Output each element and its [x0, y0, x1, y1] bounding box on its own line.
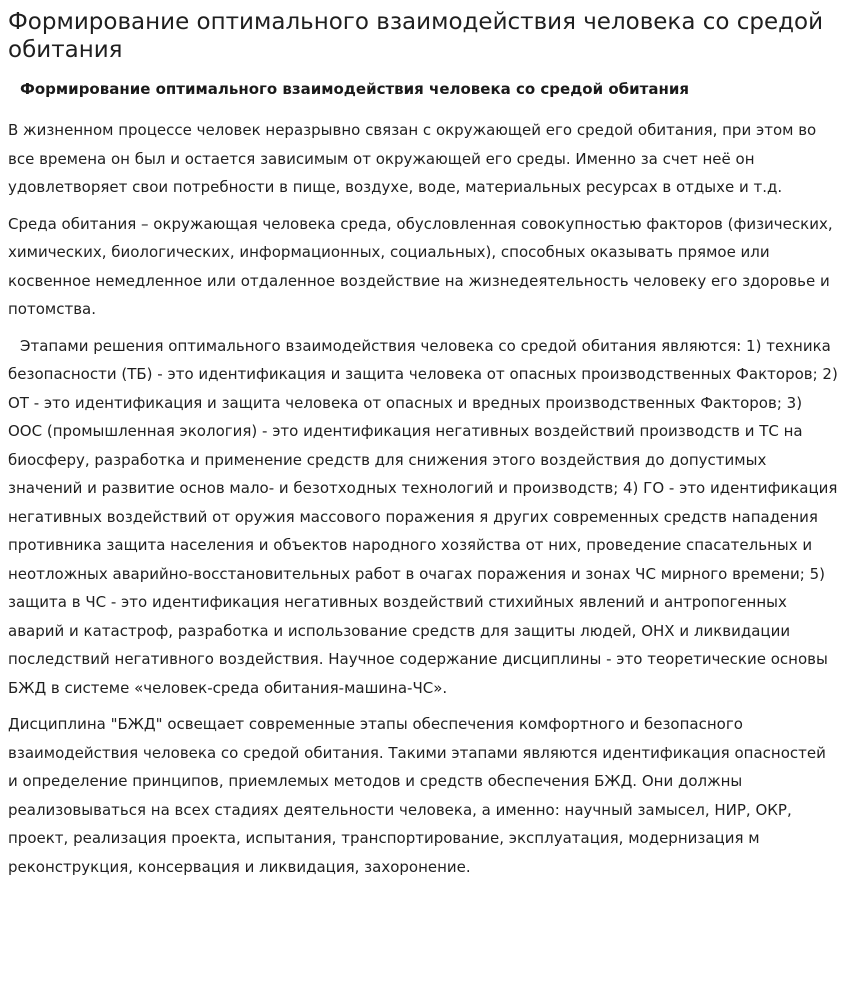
paragraph-stages: Этапами решения оптимального взаимодействия человека со средой обитания являются: 1) техника безопасности (ТБ) - это идентификация и защита человека от опасных производственных Факторов; 2) ОТ - это идентификация и защита человека от опасных и вредных производственных Факторов; 3) ООС (промышленная экология) - это идентификация негативных воздействий производств и ТС на биосферу, разработка и применение средств для снижения этого воздействия до допустимых значений и развитие основ мало- и безотходных технологий и производств; 4) ГО - это идентификация негативных воздействий от оружия массового поражения я других современных средств нападения противника защита населения и объектов народного хозяйства от них, проведение спасательных и неотложных аварийно-восстановительных работ в очагах поражения и зонах ЧС мирного времени; 5) защита в ЧС - это идентификация негативных воздействий стихийных явлений и антропогенных аварий и катастроф, разработка и использование средств для защиты людей, ОНХ и ликвидации последствий негативного воздействия. Научное содержание дисциплины - это теоретические основы БЖД в системе «человек-среда обитания-машина-ЧС». [8, 336, 838, 697]
paragraph-discipline: Дисциплина "БЖД" освещает современные этапы обеспечения комфортного и безопасного взаимодействия человека со средой обитания. Такими этапами являются идентификация опасностей и определение принципов, приемлемых методов и средств обеспечения БЖД. Они должны реализовываться на всех стадиях деятельности человека, а именно: научный замысел, НИР, ОКР, проект, реализация проекта, испытания, транспортирование, эксплуатация, модернизация м реконструкция, консервация и ликвидация, захоронение. [8, 715, 826, 876]
paragraph-habitat-definition: Среда обитания – окружающая человека среда, обусловленная совокупностью факторов (физических, химических, биологических, информационных, социальных), способных оказывать прямое или косвенное немедленное или отдаленное воздействие на жизнедеятельность человеку его здоровье и потомства. [8, 214, 833, 318]
paragraph-intro: В жизненном процессе человек неразрывно связан с окружающей его средой обитания, при этом во все времена он был и остается зависимым от окружающей его среды. Именно за счет неё он удовлетворяет свои потребности в пище, воздухе, воде, материальных ресурсах в отдыхе и т.д. [8, 121, 817, 196]
page-title: Формирование оптимального взаимодействия человека со средой обитания [8, 9, 824, 63]
section-heading: Формирование оптимального взаимодействия человека со средой обитания [20, 80, 689, 98]
